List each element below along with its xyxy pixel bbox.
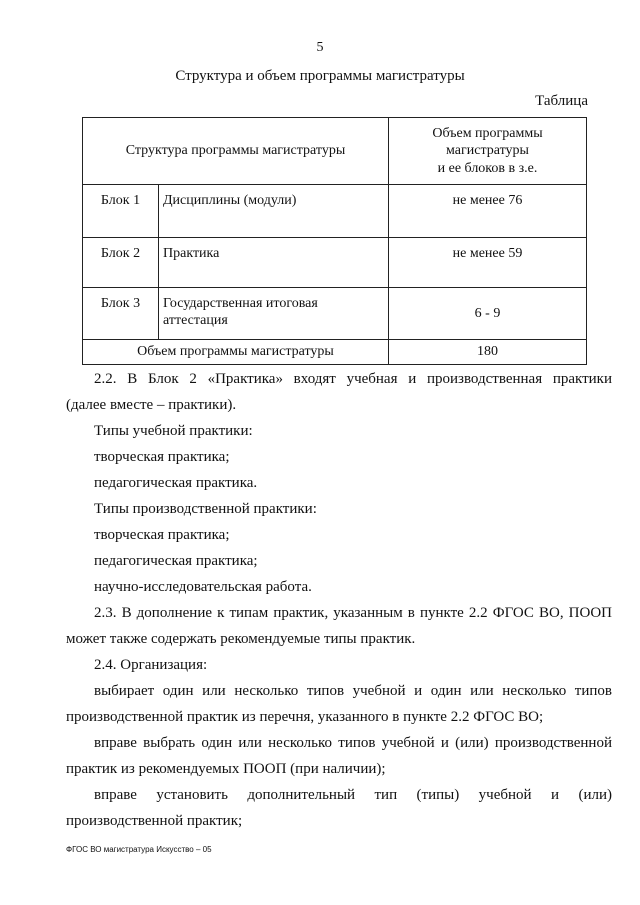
block-name-line: Государственная итоговая [163,296,318,311]
header-volume-line: и ее блоков в з.е. [437,160,538,176]
prod-practice-types-heading: Типы производственной практики: [94,501,317,517]
list-item: творческая практика; [94,449,230,465]
program-structure-table [82,117,587,365]
block-volume: 6 - 9 [389,288,587,340]
paragraph-2-2-cont: (далее вместе – практики). [66,397,237,413]
header-volume-line: магистратуры [446,143,529,159]
footer-note: ФГОС ВО магистратура Искусство – 05 [66,845,212,854]
block-volume: не менее 59 [389,238,587,288]
block-name: Практика [159,238,389,288]
table-label: Таблица [535,93,588,109]
block-name [159,288,389,340]
table-header-row [83,118,587,185]
list-item-cont: производственной практик из перечня, указанного в пункте 2.2 ФГОС ВО; [66,709,544,725]
block-name-line: аттестация [163,312,228,328]
header-volume-line: Объем программы [432,125,543,141]
list-item-cont: производственной практик; [66,813,243,829]
list-item: вправе установить дополнительный тип (типы) учебной и (или) [94,787,612,803]
total-value: 180 [389,340,587,365]
table-total-row [83,340,587,365]
block-id: Блок 2 [83,238,159,288]
section-title: Структура и объем программы магистратуры [175,68,465,84]
table-row [83,185,587,238]
list-item: научно-исследовательская работа. [94,579,312,595]
block-id: Блок 1 [83,185,159,238]
list-item-cont: практик из рекомендуемых ПООП (при наличии); [66,761,386,777]
block-name: Дисциплины (модули) [159,185,389,238]
list-item: вправе выбрать один или несколько типов учебной и (или) производственной [94,735,612,751]
edu-practice-types-heading: Типы учебной практики: [94,423,253,439]
list-item: выбирает один или несколько типов учебной и один или несколько типов [94,683,612,699]
header-structure: Структура программы магистратуры [83,118,389,185]
list-item: педагогическая практика. [94,475,258,491]
list-item: педагогическая практика; [94,553,258,569]
list-item: творческая практика; [94,527,230,543]
block-id: Блок 3 [83,288,159,340]
header-volume [389,118,587,185]
page-number: 5 [316,40,324,55]
paragraph-2-3-cont: может также содержать рекомендуемые типы практик. [66,631,416,647]
table-row [83,238,587,288]
body-text [66,366,612,834]
paragraph-2-3: 2.3. В дополнение к типам практик, указанным в пункте 2.2 ФГОС ВО, ПООП [94,605,612,621]
paragraph-2-2: 2.2. В Блок 2 «Практика» входят учебная и производственная практики [94,371,612,387]
total-label: Объем программы магистратуры [83,340,389,365]
table-row [83,288,587,340]
block-volume: не менее 76 [389,185,587,238]
paragraph-2-4: 2.4. Организация: [94,657,208,673]
